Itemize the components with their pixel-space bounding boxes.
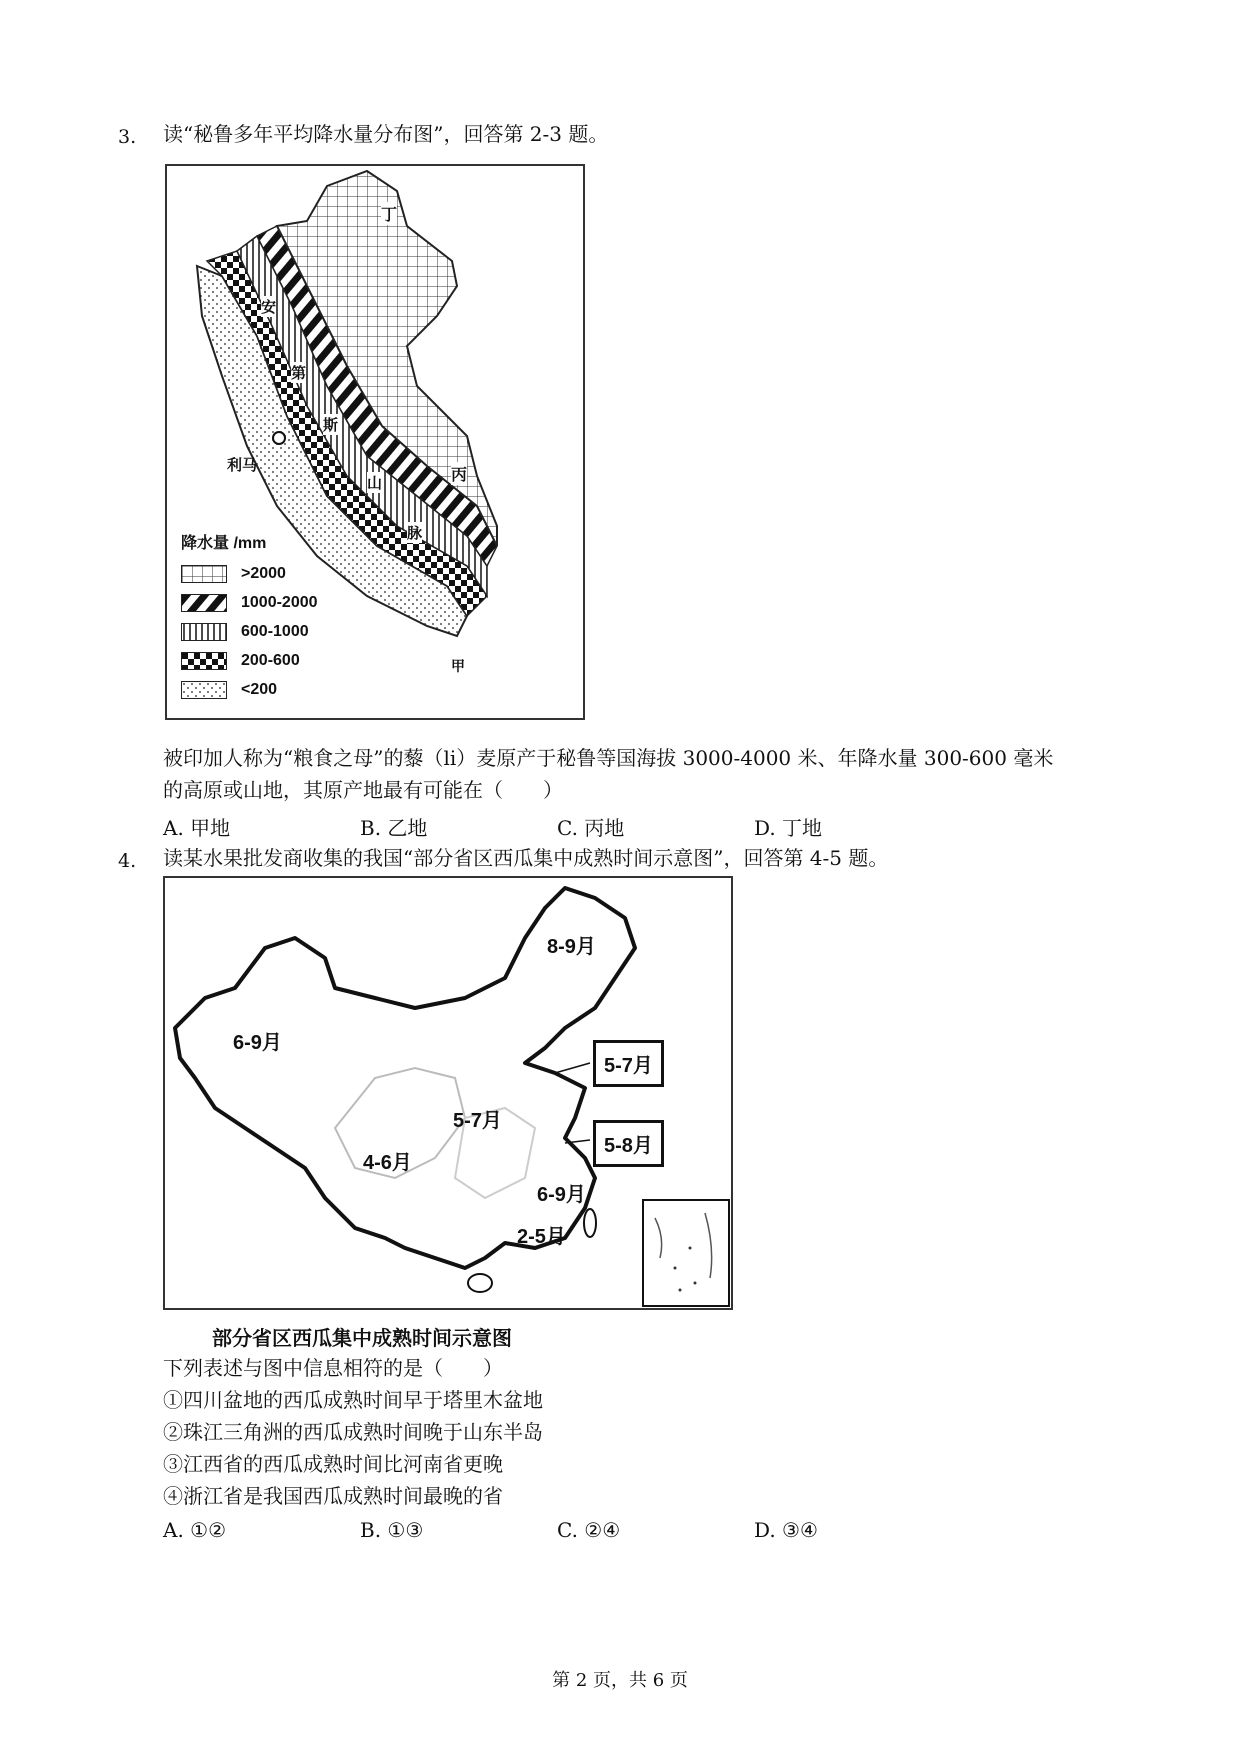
question-4-option-c[interactable]: C. ②④ [557, 1518, 621, 1542]
question-4-prompt: 读某水果批发商收集的我国“部分省区西瓜集中成熟时间示意图”，回答第 4-5 题。 [163, 846, 889, 870]
question-4-question: 下列表述与图中信息相符的是（ ） [163, 1356, 503, 1380]
question-3-body-line1: 被印加人称为“粮食之母”的藜（li）麦原产于秘鲁等国海拔 3000-4000 米、年降水量 300-600 毫米 [163, 746, 1054, 770]
question-4-option-b[interactable]: B. ①③ [360, 1518, 424, 1542]
question-4-number: 4. [118, 850, 137, 872]
statement-3: ③江西省的西瓜成熟时间比河南省更晚 [163, 1452, 503, 1476]
lima-marker [273, 432, 285, 444]
label-sichuan: 4-6月 [363, 1152, 412, 1174]
question-3-number: 3. [118, 126, 137, 148]
mountain-char-1: 安 [261, 296, 276, 317]
statement-2: ②珠江三角洲的西瓜成熟时间晚于山东半岛 [163, 1420, 543, 1444]
china-map-graphic [165, 878, 731, 1308]
checker-swatch-icon [181, 652, 227, 670]
question-3-prompt: 读“秘鲁多年平均降水量分布图”，回答第 2-3 题。 [163, 122, 609, 146]
legend-item: 600-1000 [181, 617, 318, 646]
legend-item: >2000 [181, 559, 318, 588]
question-3-body-line2: 的高原或山地，其原产地最有可能在（ ） [163, 778, 563, 802]
diagonal-swatch-icon [181, 594, 227, 612]
mountain-char-3: 斯 [323, 414, 338, 435]
grid-swatch-icon [181, 565, 227, 583]
question-4-option-d[interactable]: D. ③④ [754, 1518, 818, 1542]
label-central: 5-7月 [453, 1110, 502, 1132]
question-4-option-a[interactable]: A. ①② [163, 1518, 227, 1542]
vertical-swatch-icon [181, 623, 227, 641]
label-bing: 丙 [451, 462, 467, 485]
mountain-char-4: 山 [367, 472, 382, 493]
statement-4: ④浙江省是我国西瓜成熟时间最晚的省 [163, 1484, 503, 1508]
legend-title: 降水量 /mm [181, 535, 267, 552]
south-china-sea-inset [643, 1200, 729, 1306]
china-watermelon-map [163, 876, 733, 1310]
mountain-char-5: 脉 [407, 522, 422, 543]
label-jia: 甲 [451, 658, 465, 674]
statement-1: ①四川盆地的西瓜成熟时间早于塔里木盆地 [163, 1388, 543, 1412]
peru-precipitation-map [165, 164, 585, 720]
label-ding: 丁 [381, 202, 397, 225]
label-northeast: 8-9月 [547, 936, 596, 958]
legend-item: 1000-2000 [181, 588, 318, 617]
precipitation-legend [181, 530, 318, 704]
label-northwest: 6-9月 [233, 1032, 282, 1054]
question-3-option-d[interactable]: D. 丁地 [754, 816, 823, 840]
page-footer: 第 2 页，共 6 页 [552, 1670, 688, 1691]
legend-item: <200 [181, 675, 318, 704]
question-3-option-b[interactable]: B. 乙地 [360, 816, 428, 840]
map-caption: 部分省区西瓜集中成熟时间示意图 [212, 1328, 512, 1350]
question-3-option-a[interactable]: A. 甲地 [163, 816, 231, 840]
label-jiangsu-box: 5-8月 [593, 1120, 664, 1167]
label-south: 2-5月 [517, 1226, 566, 1248]
label-shandong-box: 5-7月 [593, 1040, 664, 1087]
dots-swatch-icon [181, 681, 227, 699]
question-3-option-c[interactable]: C. 丙地 [557, 816, 625, 840]
label-southeast: 6-9月 [537, 1184, 586, 1206]
legend-item: 200-600 [181, 646, 318, 675]
mountain-char-2: 第 [291, 362, 306, 383]
label-lima: 利马 [227, 457, 258, 474]
